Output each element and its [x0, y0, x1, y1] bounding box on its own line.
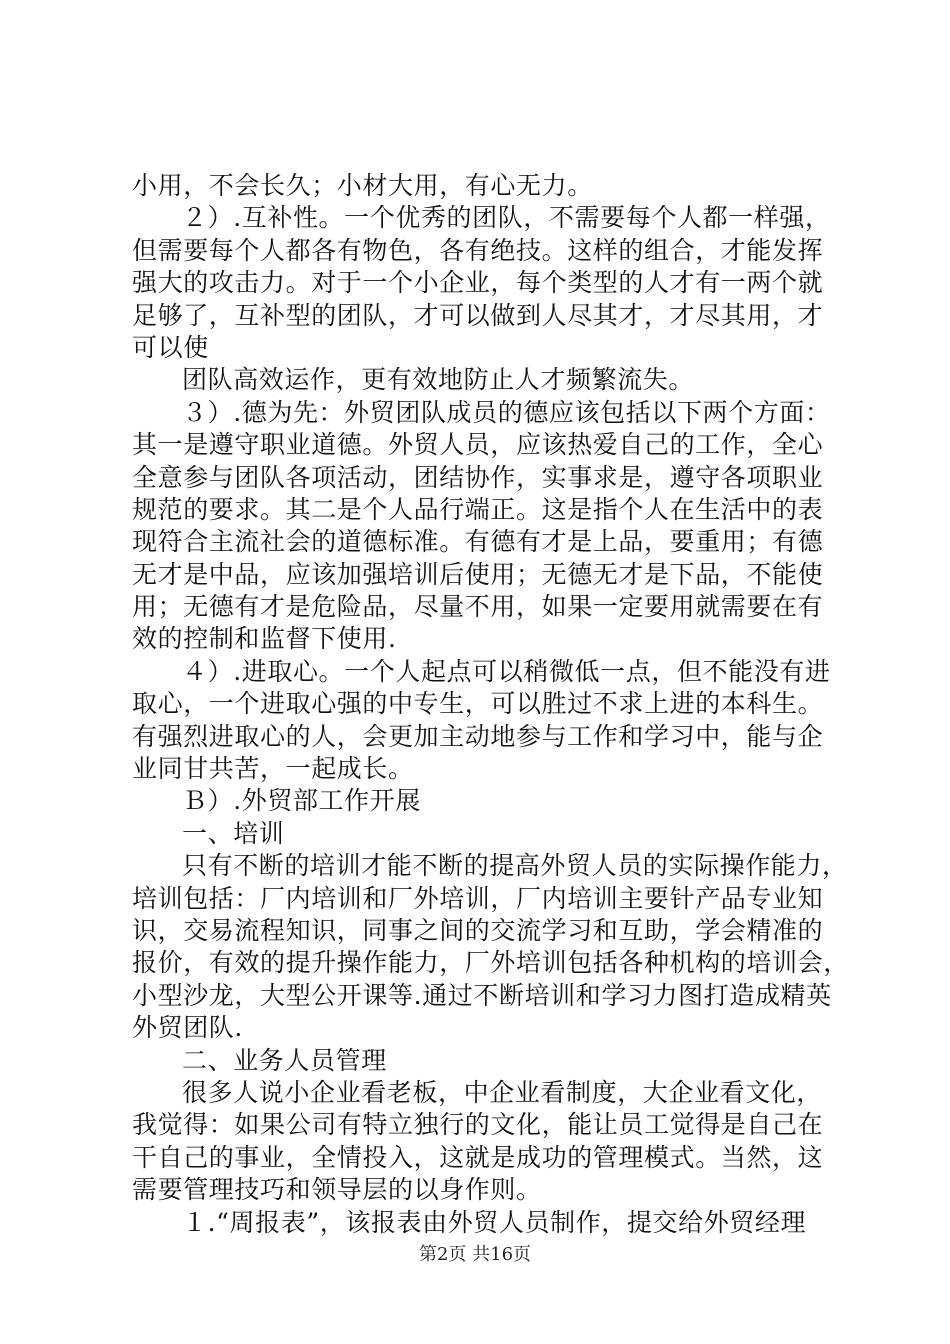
text-line: 有强烈进取心的人，会更加主动地参与工作和学习中，能与企 — [132, 721, 824, 751]
text-line: 全意参与团队各项活动，团结协作，实事求是，遵守各项职业 — [132, 462, 824, 492]
text-line: 外贸团队. — [132, 1013, 243, 1043]
text-line: 取心，一个进取心强的中专生，可以胜过不求上进的本科生。 — [132, 689, 824, 719]
text-line: 用；无德有才是危险品，尽量不用，如果一定要用就需要在有 — [132, 592, 824, 622]
text-line: Ｂ）.外贸部工作开展 — [182, 786, 421, 816]
text-line: 干自己的事业，全情投入，这就是成功的管理模式。当然，这 — [132, 1142, 824, 1172]
text-line: ２）.互补性。一个优秀的团队，不需要每个人都一样强， — [182, 203, 831, 233]
text-line: 可以使 — [132, 332, 209, 362]
text-line: 只有不断的培训才能不断的提高外贸人员的实际操作能力， — [182, 851, 848, 881]
text-line: 二、业务人员管理 — [182, 1045, 387, 1075]
text-line: 需要管理技巧和领导层的以身作则。 — [132, 1175, 542, 1205]
text-line: 我觉得：如果公司有特立独行的文化，能让员工觉得是自己在 — [132, 1110, 824, 1140]
text-line: 但需要每个人都各有物色，各有绝技。这样的组合，才能发挥 — [132, 235, 824, 265]
text-line: 效的控制和监督下使用. — [132, 624, 397, 654]
text-line: 业同甘共苦，一起成长。 — [132, 754, 414, 784]
text-line: 其一是遵守职业道德。外贸人员，应该热爱自己的工作，全心 — [132, 430, 824, 460]
text-line: 小用，不会长久；小材大用，有心无力。 — [132, 171, 593, 200]
text-line: 报价，有效的提升操作能力，厂外培训包括各种机构的培训会， — [132, 948, 849, 978]
document-body — [132, 170, 849, 1239]
text-line: 很多人说小企业看老板，中企业看制度，大企业看文化， — [182, 1077, 823, 1107]
text-line: 规范的要求。其二是个人品行端正。这是指个人在生活中的表 — [132, 494, 824, 524]
text-line: １.“周报表”，该报表由外贸人员制作，提交给外贸经理 — [182, 1207, 807, 1237]
text-line: 识，交易流程知识，同事之间的交流学习和互助，学会精准的 — [132, 915, 824, 945]
text-line: 足够了，互补型的团队，才可以做到人尽其才，才尽其用，才 — [132, 300, 824, 330]
text-line: 无才是中品，应该加强培训后使用；无德无才是下品，不能使 — [132, 559, 824, 589]
page-footer: 第2页 共16页 — [418, 1244, 532, 1265]
text-line: 培训包括：厂内培训和厂外培训，厂内培训主要针产品专业知 — [132, 883, 824, 913]
text-line: ４）.进取心。一个人起点可以稍微低一点，但不能没有进 — [182, 656, 831, 686]
text-line: 小型沙龙，大型公开课等.通过不断培训和学习力图打造成精英 — [132, 980, 832, 1010]
text-line: 现符合主流社会的道德标准。有德有才是上品，要重用；有德 — [132, 527, 824, 557]
text-line: 一、培训 — [182, 818, 285, 848]
text-line: 强大的攻击力。对于一个小企业，每个类型的人才有一两个就 — [132, 268, 824, 298]
text-line: 团队高效运作，更有效地防止人才频繁流失。 — [182, 365, 695, 395]
text-line: ３）.德为先：外贸团队成员的德应该包括以下两个方面： — [182, 397, 831, 427]
